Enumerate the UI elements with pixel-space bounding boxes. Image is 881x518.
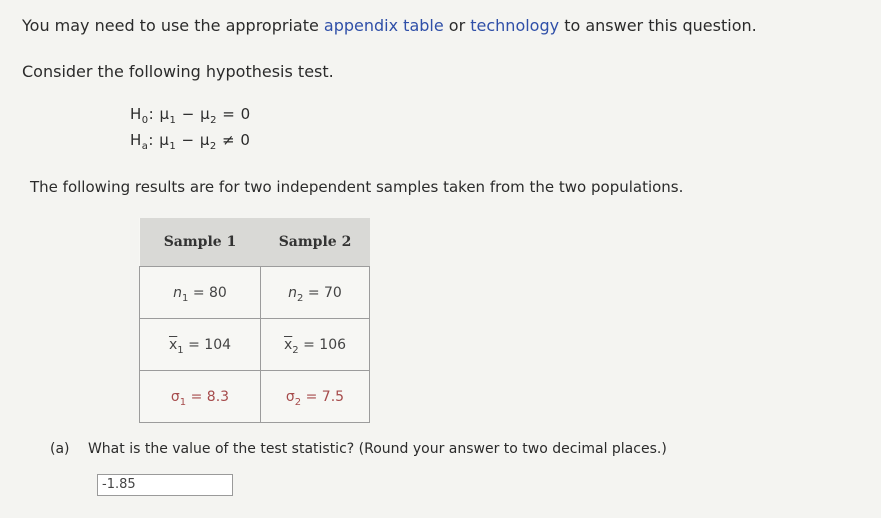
sample-1-header: Sample 1 [140,218,261,267]
technology-link[interactable]: technology [470,16,560,35]
null-hypothesis: $H_0$: $\mu_1 - \mu_2 = 0$ [130,105,251,126]
table-row [140,267,370,319]
question-text: What is the value of the test statistic? (Round your answer to two decimal places.) [87,441,667,457]
table-header-row [140,218,370,267]
xbar1-cell: $x_1 = 104$ [140,319,261,371]
intro-mid: or [448,16,466,35]
sigma2-cell: $\sigma_2 = 7.5$ [261,371,370,423]
sample-2-header: Sample 2 [261,218,370,267]
n1-cell: $n_1 = 80$ [140,267,261,319]
consider-text: Consider the following hypothesis test. [22,62,334,81]
question-a [50,441,667,457]
table-row [140,371,370,423]
intro-prefix: You may need to use the appropriate [22,16,319,35]
intro-text [22,16,757,35]
n2-cell: $n_2 = 70$ [261,267,370,319]
answer-input[interactable]: -1.85 [97,474,233,496]
table-row [140,319,370,371]
sigma1-cell: $\sigma_1 = 8.3$ [140,371,261,423]
appendix-table-link[interactable]: appendix table [323,16,444,35]
question-label: (a) [50,441,70,457]
xbar2-cell: $x_2 = 106$ [261,319,370,371]
results-text: The following results are for two independent samples taken from the two populations. [30,178,684,196]
alternative-hypothesis: $H_a$: $\mu_1 - \mu_2 \ne 0$ [130,131,251,152]
samples-table [139,218,370,423]
intro-suffix: to answer this question. [564,16,757,35]
